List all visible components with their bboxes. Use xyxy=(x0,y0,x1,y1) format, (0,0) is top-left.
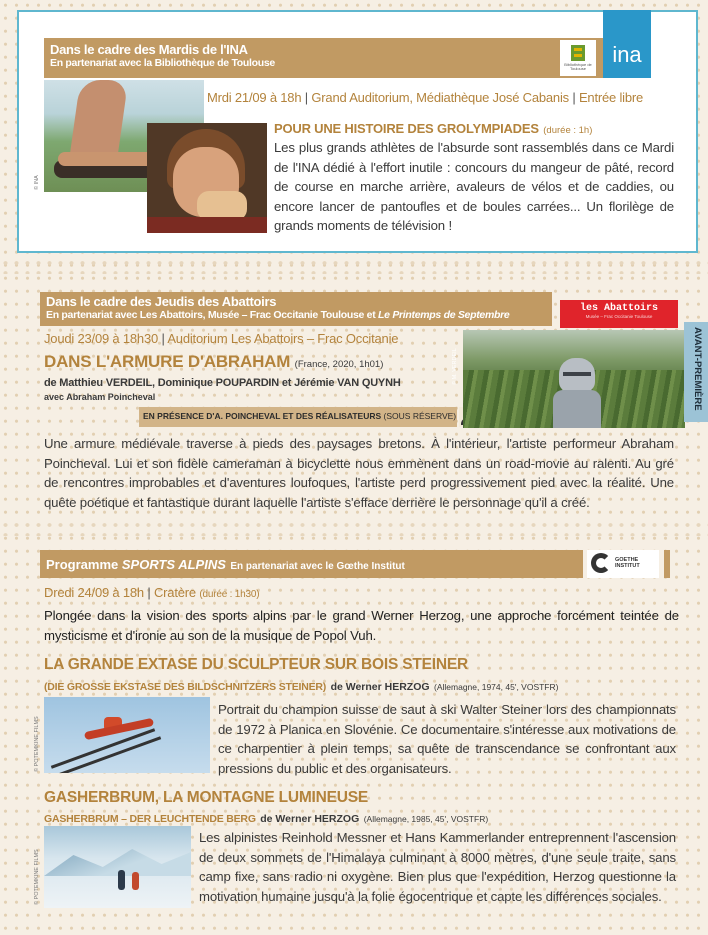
sports-band-title: SPORTS ALPINS xyxy=(121,557,226,572)
ina-band xyxy=(44,38,618,78)
abattoirs-band-title: Dans le cadre des Jeudis des Abattoirs xyxy=(46,294,277,309)
presence-text: EN PRÉSENCE D'A. POINCHEVAL ET DES RÉALISATEURS xyxy=(143,411,382,421)
film1-photo-credit: © POTEMKINE FILMS xyxy=(34,716,40,772)
ina-band-subtitle: En partenariat avec la Bibliothèque de Toulouse xyxy=(50,57,275,69)
ina-band-title: Dans le cadre des Mardis de l'INA xyxy=(50,42,248,57)
abattoirs-photo-credit: © M. VERDEIL xyxy=(452,348,458,385)
goethe-logo-text: GOETHE INSTITUT xyxy=(615,557,640,569)
film2-title: GASHERBRUM, LA MONTAGNE LUMINEUSE xyxy=(44,789,369,806)
abattoirs-film-meta: (France, 2020, 1h01) xyxy=(294,359,384,370)
sports-session-place: Cratère xyxy=(153,585,196,600)
abattoirs-logo-text: les Abattoirs xyxy=(579,303,658,314)
film1-subline xyxy=(44,677,558,695)
goethe-bar xyxy=(664,550,670,578)
sports-band-prefix: Programme xyxy=(46,557,122,572)
ina-session-line: Mrdi 21/09 à 18h | Grand Auditorium, Médiathèque José Cabanis | Entrée libre xyxy=(207,90,644,105)
film2-photo-credit: © POTEMKINE FILMS xyxy=(34,849,40,905)
ina-film-title: POUR UNE HISTOIRE DES GROLYMPIADES xyxy=(274,121,539,136)
ina-session-place: Grand Auditorium, Médiathèque José Cabanis xyxy=(311,90,569,105)
sports-session-duration: (durée : 1h30) xyxy=(199,589,260,600)
presence-band xyxy=(139,407,457,427)
separator-2 xyxy=(0,520,708,536)
ina-session-date: Mrdi 21/09 à 18h xyxy=(207,90,302,105)
ina-logo xyxy=(603,10,651,78)
abattoirs-band xyxy=(40,292,552,326)
goethe-logo xyxy=(587,550,659,578)
abattoirs-band-subtitle: En partenariat avec Les Abattoirs, Musée – Frac Occitanie Toulouse et Le Printemps de Septembre xyxy=(46,309,510,321)
film2-subline xyxy=(44,809,488,827)
abattoirs-session-place: Auditorium Les Abattoirs – Frac Occitanie xyxy=(167,331,399,346)
sports-session-line: Dredi 24/09 à 18h | Cratère (durée : 1h30) xyxy=(44,585,260,600)
abattoirs-session-line: Joudi 23/09 à 18h30 | Auditorium Les Abattoirs – Frac Occitanie xyxy=(44,331,399,346)
film1-meta: (Allemagne, 1974, 45', VOSTFR) xyxy=(434,682,559,692)
abattoirs-film-title: DANS L'ARMURE D'ABRAHAM xyxy=(44,352,291,371)
film2-director: de Werner HERZOG xyxy=(260,813,360,825)
ina-film-heading xyxy=(274,120,592,138)
ina-description: Les plus grands athlètes de l'absurde sont rassemblés dans ce Mardi de l'INA dédié à l'effort inutile : concours du mangeur de pâté, record de course en marche arrière, avaleurs de vélos et de caddies, ou encore lancer de pantoufles et de boules carrées... Un florilège de grands moments de télévision ! xyxy=(274,140,674,233)
ina-logo-text: ina xyxy=(612,42,642,67)
ina-photo-credit: © INA xyxy=(34,175,40,190)
ina-photo-eater xyxy=(147,123,267,233)
film2-meta: (Allemagne, 1985, 45', VOSTFR) xyxy=(363,814,489,824)
film1-description: Portrait du champion suisse de saut à ski Walter Steiner lors des championnats de 1972 à Planica en Slovénie. Ce documentaire s'intéresse aux motivations de ce charpentier à plein temps, sa quête de transcendance se confrontant aux pressions du public et des organisateurs. xyxy=(218,702,676,776)
abattoirs-with: avec Abraham Poincheval xyxy=(44,392,156,402)
separator-1 xyxy=(0,258,708,274)
sports-intro: Plongée dans la vision des sports alpins par le grand Werner Herzog, une approche forcément teintée de mysticisme et d'ironie au son de la musique de Popol Vuh. xyxy=(44,608,679,643)
film2-photo-climbers xyxy=(44,826,191,908)
film1-original-title: (DIE GROSSE EKSTASE DES BILDSCHNITZERS STEINER) xyxy=(44,681,327,693)
library-logo-text: Bibliothèque de Toulouse xyxy=(564,62,592,71)
abattoirs-directors: de Matthieu VERDEIL, Dominique POUPARDIN et Jérémie VAN QUYNH xyxy=(44,377,401,389)
avant-premiere-label: AVANT-PREMIÈRE xyxy=(692,327,703,411)
film2-original-title: GASHERBRUM – DER LEUCHTENDE BERG xyxy=(44,813,256,825)
film1-title: LA GRANDE EXTASE DU SCULPTEUR SUR BOIS STEINER xyxy=(44,656,468,673)
film1-director: de Werner HERZOG xyxy=(330,681,430,693)
avant-premiere-tab xyxy=(684,322,708,422)
film1-photo-skijumper xyxy=(44,697,210,773)
library-logo xyxy=(560,40,596,76)
abattoirs-description: Une armure médiévale traverse à pieds des paysages bretons. À l'intérieur, l'artiste performeur Abraham Poincheval. Lui et son fidèle cameraman à bicyclette nous emmènent dans un road-movie au ralenti. Au gré de rencontres improbables et d'aventures loufoques, l'artiste perd progressivement pied avec la réalité. Une quête poétique et fantastique durant laquelle l'artiste s'efface derrière le personnage qu'il a créé. xyxy=(44,436,674,510)
presence-note: (SOUS RÉSERVE) xyxy=(383,411,457,421)
abattoirs-logo xyxy=(560,300,678,328)
abattoirs-photo-knight xyxy=(463,330,685,428)
abattoirs-logo-sub: Musée – Frac Occitanie Toulouse xyxy=(585,314,653,319)
abattoirs-film-heading xyxy=(44,352,383,372)
sports-band xyxy=(40,550,583,578)
ina-film-duration: (durée : 1h) xyxy=(543,125,593,136)
film2-description: Les alpinistes Reinhold Messner et Hans Kammerlander entreprennent l'ascension de deux sommets de l'Himalaya culminant à 8000 mètres, d'une seule traite, sans camp fixe, sans radio ni oxygène. Bien plus que l'expédition, Herzog questionne la motivation humaine jusqu'à la folie égocentrique et capte les différences sociales. xyxy=(199,830,676,904)
abattoirs-session-date: Joudi 23/09 à 18h30 xyxy=(44,331,159,346)
sports-session-date: Dredi 24/09 à 18h xyxy=(44,585,144,600)
sports-band-subtitle: En partenariat avec le Gœthe Institut xyxy=(230,561,405,572)
ina-session-entry: Entrée libre xyxy=(578,90,644,105)
